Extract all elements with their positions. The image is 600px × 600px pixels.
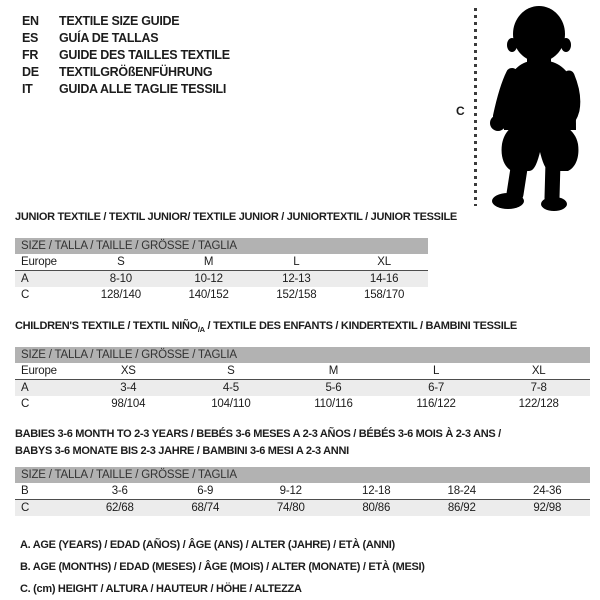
junior-section-title: JUNIOR TEXTILE / TEXTIL JUNIOR/ TEXTILE JUNIOR / JUNIORTEXTIL / JUNIOR TESSILE (15, 211, 457, 223)
lang-label: GUIDA ALLE TAGLIE TESSILI (59, 81, 227, 96)
size-cell: 110/116 (314, 397, 353, 410)
column-header: L (432, 364, 440, 377)
column-header: M (203, 255, 214, 268)
size-cell: 4-5 (222, 381, 239, 394)
children-column-header-row (15, 363, 590, 380)
size-cell: 12-18 (362, 484, 391, 497)
size-cell: 8-10 (109, 272, 132, 285)
babies-section-title (15, 426, 501, 460)
children-row-age (15, 380, 590, 396)
row-label: C (21, 501, 30, 514)
size-cell: 18-24 (447, 484, 476, 497)
legend-line-c: C. (cm) HEIGHT / ALTURA / HAUTEUR / HÖHE / ALTEZZA (20, 583, 302, 595)
column-header: L (293, 255, 300, 268)
lang-row-fr (22, 46, 230, 63)
babies-row-age-months (15, 483, 590, 500)
lang-code: FR (22, 47, 39, 62)
lang-code: DE (22, 64, 39, 79)
size-cell: 140/152 (188, 288, 229, 301)
babies-title-line1: BABIES 3-6 MONTH TO 2-3 YEARS / BEBÉS 3-6 MESES A 2-3 AÑOS / BÉBÉS 3-6 MOIS À 2-3 ANS / (15, 428, 501, 440)
children-title-subscript: /A (197, 325, 205, 335)
size-cell: 122/128 (518, 397, 559, 410)
language-header (22, 12, 230, 97)
junior-row-height (15, 287, 428, 303)
size-cell: 6-7 (428, 381, 445, 394)
height-dotted-line (474, 8, 477, 206)
babies-size-table (15, 467, 590, 516)
size-cell: 10-12 (194, 272, 223, 285)
children-size-table (15, 347, 590, 412)
size-cell: 3-6 (111, 484, 128, 497)
region-label: Europe (21, 255, 57, 268)
lang-code: EN (22, 13, 39, 28)
babies-row-height (15, 500, 590, 516)
size-cell: 158/170 (364, 288, 405, 301)
column-header: XS (120, 364, 136, 377)
row-label: A (21, 381, 29, 394)
size-cell: 3-4 (120, 381, 137, 394)
lang-label: TEXTILGRÖßENFÜHRUNG (59, 64, 213, 79)
size-header-bar: SIZE / TALLA / TAILLE / GRÖSSE / TAGLIA (15, 347, 590, 363)
lang-code: IT (22, 81, 33, 96)
size-cell: 104/110 (211, 397, 251, 410)
column-header: XL (377, 255, 391, 268)
size-cell: 128/140 (100, 288, 141, 301)
size-cell: 6-9 (197, 484, 214, 497)
size-cell: 14-16 (369, 272, 399, 285)
size-cell: 86/92 (447, 501, 476, 514)
junior-column-header-row (15, 254, 428, 271)
column-header: S (227, 364, 235, 377)
row-label: B (21, 484, 29, 497)
lang-code: ES (22, 30, 39, 45)
size-cell: 152/158 (276, 288, 317, 301)
size-cell: 80/86 (362, 501, 391, 514)
column-header: S (117, 255, 125, 268)
children-section-title (15, 320, 517, 334)
children-row-height (15, 396, 590, 412)
size-cell: 24-36 (533, 484, 562, 497)
lang-row-de (22, 63, 230, 80)
measurement-legend (20, 534, 425, 600)
column-header: M (328, 364, 339, 377)
toddler-silhouette-icon (487, 4, 595, 212)
size-header-bar: SIZE / TALLA / TAILLE / GRÖSSE / TAGLIA (15, 238, 428, 254)
children-title-pre: CHILDREN'S TEXTILE / TEXTIL NIÑO (15, 320, 198, 332)
size-cell: 116/122 (416, 397, 456, 410)
row-label: C (21, 288, 30, 301)
size-cell: 62/68 (105, 501, 134, 514)
row-label: A (21, 272, 29, 285)
legend-line-a: A. AGE (YEARS) / EDAD (AÑOS) / ÂGE (ANS) / ALTER (JAHRE) / ETÀ (ANNI) (20, 539, 395, 551)
junior-row-age (15, 271, 428, 287)
junior-size-table (15, 238, 428, 303)
babies-title-line2: BABYS 3-6 MONATE BIS 2-3 JAHRE / BAMBINI 3-6 MESI A 2-3 ANNI (15, 445, 349, 457)
lang-label: TEXTILE SIZE GUIDE (59, 13, 180, 28)
size-cell: 74/80 (276, 501, 305, 514)
lang-label: GUÍA DE TALLAS (59, 30, 159, 45)
size-cell: 5-6 (325, 381, 342, 394)
height-measure-label: C (456, 104, 465, 118)
lang-row-it (22, 80, 230, 97)
lang-label: GUIDE DES TAILLES TEXTILE (59, 47, 230, 62)
size-header-bar: SIZE / TALLA / TAILLE / GRÖSSE / TAGLIA (15, 467, 590, 483)
row-label: C (21, 397, 30, 410)
size-cell: 68/74 (191, 501, 220, 514)
size-cell: 98/104 (111, 397, 146, 410)
lang-row-es (22, 29, 230, 46)
size-cell: 7-8 (530, 381, 547, 394)
size-cell: 9-12 (279, 484, 302, 497)
region-label: Europe (21, 364, 57, 377)
legend-line-b: B. AGE (MONTHS) / EDAD (MESES) / ÂGE (MOIS) / ALTER (MONATE) / ETÀ (MESI) (20, 561, 425, 573)
column-header: XL (531, 364, 546, 377)
lang-row-en (22, 12, 230, 29)
children-title-post: / TEXTILE DES ENFANTS / KINDERTEXTIL / BAMBINI TESSILE (204, 320, 517, 332)
size-cell: 92/98 (533, 501, 562, 514)
size-cell: 12-13 (282, 272, 311, 285)
